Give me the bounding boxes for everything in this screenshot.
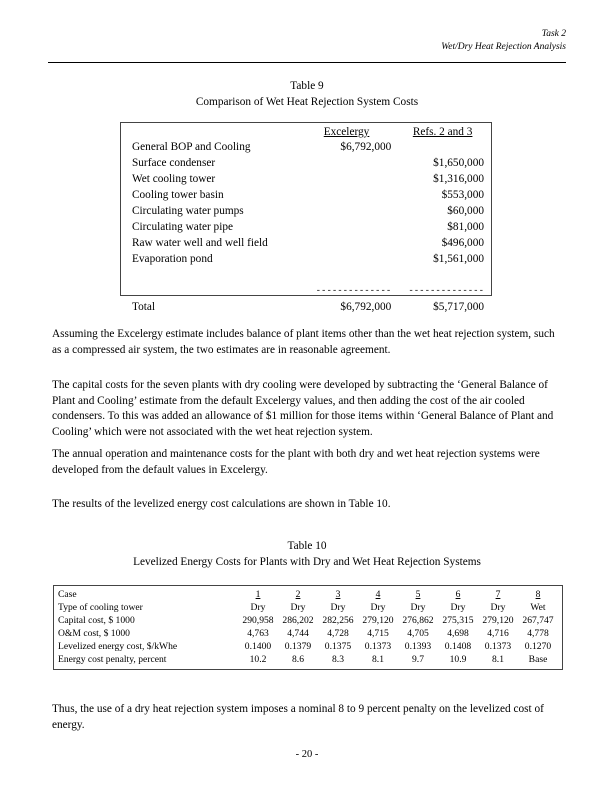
table9-separator-refs: -------------- — [408, 286, 484, 296]
table10-cell: Dry — [250, 602, 266, 613]
table10-cell: 4,716 — [487, 628, 509, 639]
table-row — [132, 189, 484, 205]
table10-cell: 4,705 — [407, 628, 429, 639]
table9-total-refs: $5,717,000 — [433, 301, 484, 313]
table10-header-row — [58, 589, 558, 602]
table9-col-item — [132, 126, 302, 141]
table10-caption-title: Levelized Energy Costs for Plants with Dry and Wet Heat Rejection Systems — [133, 556, 481, 568]
table-row — [132, 157, 484, 173]
table10-cell: 8.6 — [292, 654, 304, 665]
table9-excelergy-value — [302, 157, 401, 173]
paragraph-2: The capital costs for the seven plants with dry cooling were developed by subtracting the ‘General Balance of Plant and Cooling’ estimate from the default Excelergy values, and then adding the cost of the air cooled condensers. To this was added an allowance of $1 million for those items within ‘General Balance of Plant and Cooling’ which were not associated with the wet heat rejection system. — [52, 379, 554, 438]
table9-total-row — [132, 301, 484, 317]
table-row — [132, 205, 484, 221]
table-row — [58, 641, 558, 654]
table9-refs-value: $496,000 — [441, 237, 484, 249]
table9-refs-value: $60,000 — [447, 205, 484, 217]
table-row — [58, 628, 558, 641]
table10-cell: Dry — [450, 602, 466, 613]
table10-cell: 0.1408 — [444, 641, 472, 652]
table10-case-number: 3 — [335, 589, 341, 600]
table10-case-number: 6 — [455, 589, 461, 600]
table-row — [58, 602, 558, 615]
table10-cell: 0.1373 — [484, 641, 512, 652]
table9-refs-value: $1,316,000 — [433, 173, 484, 185]
table10-cell: 0.1379 — [284, 641, 312, 652]
table10-cell: 4,728 — [327, 628, 349, 639]
table10-cell: Dry — [330, 602, 346, 613]
table9-refs-value: $1,650,000 — [433, 157, 484, 169]
table9-excelergy-value — [302, 253, 401, 269]
separator-blank — [132, 285, 302, 301]
table10-cell: 0.1373 — [364, 641, 392, 652]
table9-excelergy-value — [302, 205, 401, 221]
table10-cell: 279,120 — [482, 615, 514, 626]
table10-case-number: 1 — [255, 589, 261, 600]
table10-cell: 4,715 — [367, 628, 389, 639]
table9-header-row — [132, 126, 484, 141]
table10-cell: 10.2 — [249, 654, 267, 665]
table10-cell: 8.3 — [332, 654, 344, 665]
table10-row-label: Levelized energy cost, $/kWhe — [58, 641, 178, 652]
table10-cell: 276,862 — [402, 615, 434, 626]
table9-col-excelergy: Excelergy — [323, 126, 370, 138]
table10-cell: 10.9 — [449, 654, 467, 665]
table10 — [58, 589, 558, 667]
table9-caption-number: Table 9 — [290, 80, 324, 92]
table-row — [132, 221, 484, 237]
paragraph-5: Thus, the use of a dry heat rejection system imposes a nominal 8 to 9 percent penalty on the levelized cost of energy. — [52, 703, 544, 731]
paragraph-4: The results of the levelized energy cost calculations are shown in Table 10. — [52, 498, 391, 510]
table10-case-label: Case — [58, 589, 77, 600]
table9-separator-excelergy: -------------- — [315, 286, 392, 296]
table10-cell: 0.1393 — [404, 641, 432, 652]
table9-item: Raw water well and well field — [132, 237, 268, 249]
table10-case-number: 7 — [495, 589, 501, 600]
table9 — [132, 126, 484, 317]
table9-excelergy-value: $6,792,000 — [340, 141, 392, 153]
table10-cell: Dry — [490, 602, 506, 613]
table9-excelergy-value — [302, 173, 401, 189]
table10-case-number: 8 — [535, 589, 541, 600]
spacer-cell — [302, 269, 401, 285]
table9-item: Wet cooling tower — [132, 173, 216, 185]
table9-refs-value: $1,561,000 — [433, 253, 484, 265]
table-row — [58, 615, 558, 628]
table-row — [58, 654, 558, 667]
table10-cell: 279,120 — [362, 615, 394, 626]
table10-cell: 8.1 — [372, 654, 384, 665]
table-row — [132, 173, 484, 189]
table-row — [132, 253, 484, 269]
table9-excelergy-value — [302, 221, 401, 237]
table9-spacer-row — [132, 269, 484, 285]
header-divider — [48, 62, 566, 63]
table-row — [132, 237, 484, 253]
table10-cell: 290,958 — [242, 615, 274, 626]
table9-excelergy-value — [302, 237, 401, 253]
table10-cell: 4,778 — [527, 628, 549, 639]
table9-refs-value: $81,000 — [447, 221, 484, 233]
table10-row-label: Capital cost, $ 1000 — [58, 615, 135, 626]
running-header — [48, 28, 566, 53]
table10-case-number: 5 — [415, 589, 421, 600]
table-row — [132, 141, 484, 157]
table10-cell: 4,744 — [287, 628, 309, 639]
paragraph-3: The annual operation and maintenance costs for the plant with both dry and wet heat rejection systems were developed from the default values in Excelergy. — [52, 448, 540, 476]
table9-caption-title: Comparison of Wet Heat Rejection System Costs — [195, 96, 419, 108]
table10-cell: 9.7 — [412, 654, 424, 665]
table9-item: General BOP and Cooling — [132, 141, 251, 153]
table10-cell: Base — [528, 654, 548, 665]
table10-cell: 267,747 — [522, 615, 554, 626]
table10-cell: 4,763 — [247, 628, 269, 639]
table9-item: Circulating water pumps — [132, 205, 244, 217]
table10-cell: Wet — [530, 602, 546, 613]
table9-refs-value: $553,000 — [441, 189, 484, 201]
table9-total-excelergy: $6,792,000 — [340, 301, 392, 313]
table9-item: Circulating water pipe — [132, 221, 234, 233]
table10-row-label: Energy cost penalty, percent — [58, 654, 167, 665]
table10-case-number: 2 — [295, 589, 301, 600]
table9-item: Evaporation pond — [132, 253, 213, 265]
table9-col-refs: Refs. 2 and 3 — [412, 126, 473, 138]
table10-cell: Dry — [290, 602, 306, 613]
table10-cell: 286,202 — [282, 615, 314, 626]
table10-cell: Dry — [370, 602, 386, 613]
table9-item: Surface condenser — [132, 157, 216, 169]
table9-excelergy-value — [302, 189, 401, 205]
table10-cell: 0.1270 — [524, 641, 552, 652]
spacer-cell — [401, 269, 484, 285]
table10-cell: 0.1400 — [244, 641, 272, 652]
paragraph-1: Assuming the Excelergy estimate includes balance of plant items other than the wet heat rejection system, such as a compressed air system, the two estimates are in reasonable agreement. — [52, 328, 555, 356]
table10-caption-number: Table 10 — [287, 540, 327, 552]
page-number: - 20 - — [295, 749, 319, 760]
table9-total-label: Total — [132, 301, 156, 313]
table10-cell: 282,256 — [322, 615, 354, 626]
header-line-1: Task 2 — [541, 29, 566, 39]
table10-row-label: O&M cost, $ 1000 — [58, 628, 130, 639]
spacer-cell — [132, 269, 302, 285]
table10-cell: Dry — [410, 602, 426, 613]
table10-cell: 0.1375 — [324, 641, 352, 652]
table10-row-label: Type of cooling tower — [58, 602, 143, 613]
table9-item: Cooling tower basin — [132, 189, 224, 201]
table10-cell: 275,315 — [442, 615, 474, 626]
header-line-2: Wet/Dry Heat Rejection Analysis — [441, 41, 566, 52]
table9-separator-row — [132, 285, 484, 301]
table9-refs-value — [401, 141, 484, 157]
table10-cell: 8.1 — [492, 654, 504, 665]
table10-cell: 4,698 — [447, 628, 469, 639]
table10-case-number: 4 — [375, 589, 381, 600]
